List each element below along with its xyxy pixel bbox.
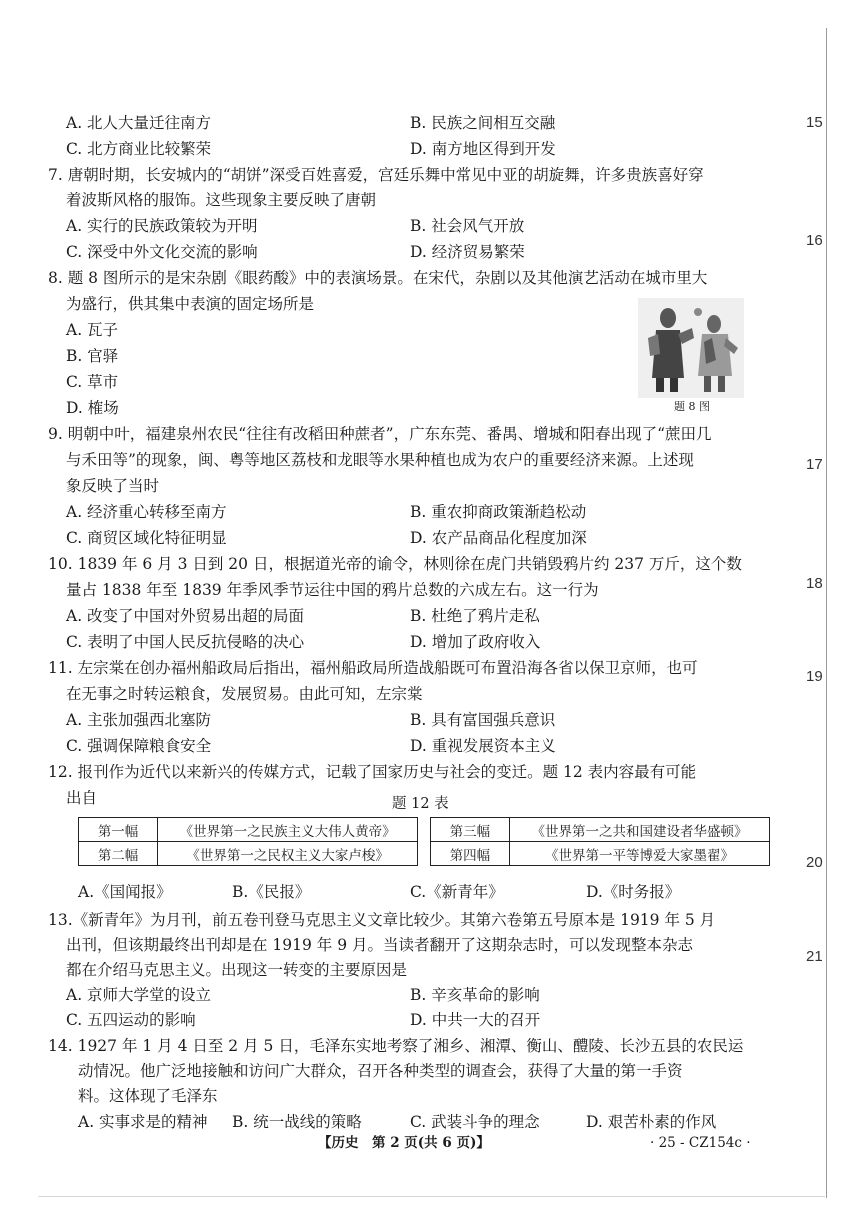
q10-option-a: A. 改变了中国对外贸易出超的局面 — [66, 607, 305, 625]
q9-stem-line1: 9. 明朝中叶，福建泉州农民“往往有改稻田种蔗者”，广东东莞、番禺、增城和阳春出现了“蔗田几 — [48, 425, 712, 443]
q12-option-a: A.《国闻报》 — [78, 883, 172, 901]
q13-stem-line2: 出刊，但该期最终出刊却是在 1919 年 9 月。当读者翻开了这期杂志时，可以发现整本杂志 — [66, 936, 694, 954]
q7-option-b: B. 社会风气开放 — [410, 217, 525, 235]
q8-option-b: B. 官驿 — [66, 347, 119, 365]
margin-number: 17 — [806, 456, 823, 473]
q14-option-c: C. 武装斗争的理念 — [410, 1113, 540, 1131]
q11-option-d: D. 重视发展资本主义 — [410, 737, 556, 755]
q13-option-d: D. 中共一大的召开 — [410, 1011, 541, 1029]
q14-option-d: D. 艰苦朴素的作风 — [586, 1113, 717, 1131]
q7-option-a: A. 实行的民族政策较为开明 — [66, 217, 258, 235]
q13-stem-line3: 都在介绍马克思主义。出现这一转变的主要原因是 — [66, 961, 408, 979]
q8-option-c: C. 草市 — [66, 373, 119, 391]
table-cell: 《世界第一之民族主义大伟人黄帝》 — [158, 818, 418, 842]
q6-option-b: B. 民族之间相互交融 — [410, 114, 556, 132]
q8-option-d: D. 榷场 — [66, 399, 119, 417]
q12-option-c: C.《新青年》 — [410, 883, 504, 901]
table-cell: 《世界第一平等博爱大家墨翟》 — [509, 842, 769, 866]
table-cell: 第四幅 — [430, 842, 509, 866]
q13-option-a: A. 京师大学堂的设立 — [66, 986, 212, 1004]
q8-stem-line2: 为盛行，供其集中表演的固定场所是 — [66, 295, 315, 313]
q9-option-b: B. 重农抑商政策渐趋松动 — [410, 503, 587, 521]
margin-number: 19 — [806, 668, 823, 685]
q13-option-c: C. 五四运动的影响 — [66, 1011, 196, 1029]
q14-option-a: A. 实事求是的精神 — [78, 1113, 208, 1131]
q9-stem-line3: 象反映了当时 — [66, 477, 160, 495]
q12-option-b: B.《民报》 — [232, 883, 311, 901]
table-cell: 《世界第一之民权主义大家卢梭》 — [158, 842, 418, 866]
margin-number: 18 — [806, 575, 823, 592]
table-cell: 第一幅 — [79, 818, 158, 842]
q7-stem-line2: 着波斯风格的服饰。这些现象主要反映了唐朝 — [66, 191, 377, 209]
q7-option-c: C. 深受中外文化交流的影响 — [66, 243, 258, 261]
q14-stem-line2: 动情况。他广泛地接触和访问广大群众，召开各种类型的调查会，获得了大量的第一手资 — [78, 1062, 683, 1080]
margin-number: 15 — [806, 114, 823, 131]
q11-option-c: C. 强调保障粮食安全 — [66, 737, 212, 755]
q9-stem-line2: 与禾田等”的现象，闽、粤等地区荔枝和龙眼等水果种植也成为农户的重要经济来源。上述现 — [66, 451, 694, 469]
footer-page-label: 【历史 第 2 页(共 6 页)】 — [318, 1135, 490, 1151]
q6-option-d: D. 南方地区得到开发 — [410, 140, 556, 158]
page-edge-line — [826, 28, 827, 1198]
q10-stem-line2: 量占 1838 年至 1839 年季风季节运往中国的鸦片总数的六成左右。这一行为 — [66, 581, 599, 599]
q10-option-b: B. 杜绝了鸦片走私 — [410, 607, 540, 625]
q6-option-c: C. 北方商业比较繁荣 — [66, 140, 212, 158]
footer-exam-code: · 25 - CZ154c · — [650, 1135, 751, 1151]
table-gap — [418, 818, 431, 842]
q11-option-b: B. 具有富国强兵意识 — [410, 711, 556, 729]
table-cell: 第三幅 — [430, 818, 509, 842]
q12-option-d: D.《时务报》 — [586, 883, 681, 901]
figure-caption: 题 8 图 — [674, 400, 710, 413]
q10-option-c: C. 表明了中国人民反抗侵略的决心 — [66, 633, 305, 651]
q10-option-d: D. 增加了政府收入 — [410, 633, 541, 651]
q12-stem-line1: 12. 报刊作为近代以来新兴的传媒方式，记载了国家历史与社会的变迁。题 12 表内容最有可能 — [48, 763, 697, 781]
margin-number: 20 — [806, 854, 823, 871]
table-row — [79, 842, 770, 866]
q14-stem-line1: 14. 1927 年 1 月 4 日至 2 月 5 日，毛泽东实地考察了湘乡、湘潭、衡山、醴陵、长沙五县的农民运 — [48, 1037, 744, 1055]
q9-option-d: D. 农产品商品化程度加深 — [410, 529, 587, 547]
q14-option-b: B. 统一战线的策略 — [232, 1113, 362, 1131]
q11-stem-line2: 在无事之时转运粮食，发展贸易。由此可知，左宗棠 — [66, 685, 423, 703]
q8-option-a: A. 瓦子 — [66, 321, 119, 339]
zaju-performance-illustration — [638, 298, 744, 398]
q6-option-a: A. 北人大量迁往南方 — [66, 114, 212, 132]
q13-stem-line1: 13.《新青年》为月刊，前五卷刊登马克思主义文章比较少。其第六卷第五号原本是 1919 年 5 月 — [48, 911, 716, 929]
table-row — [79, 818, 770, 842]
margin-number: 21 — [806, 948, 823, 965]
q11-option-a: A. 主张加强西北塞防 — [66, 711, 212, 729]
q12-stem-line2: 出自 — [66, 789, 98, 807]
q7-stem-line1: 7. 唐朝时期，长安城内的“胡饼”深受百姓喜爱，宫廷乐舞中常见中亚的胡旋舞，许多贵族喜好穿 — [48, 166, 704, 184]
q9-option-a: A. 经济重心转移至南方 — [66, 503, 227, 521]
q9-option-c: C. 商贸区域化特征明显 — [66, 529, 227, 547]
table-title: 题 12 表 — [392, 796, 449, 812]
bottom-divider — [38, 1196, 825, 1197]
table-gap — [418, 842, 431, 866]
q10-stem-line1: 10. 1839 年 6 月 3 日到 20 日，根据道光帝的谕令，林则徐在虎门共销毁鸦片约 237 万斤，这个数 — [48, 555, 742, 573]
q7-option-d: D. 经济贸易繁荣 — [410, 243, 525, 261]
q14-stem-line3: 料。这体现了毛泽东 — [78, 1087, 218, 1105]
table-cell: 《世界第一之共和国建设者华盛顿》 — [509, 818, 769, 842]
table-cell: 第二幅 — [79, 842, 158, 866]
margin-number: 16 — [806, 232, 823, 249]
q12-table — [78, 817, 770, 866]
q8-stem-line1: 8. 题 8 图所示的是宋杂剧《眼药酸》中的表演场景。在宋代，杂剧以及其他演艺活动在城市里大 — [48, 269, 708, 287]
q13-option-b: B. 辛亥革命的影响 — [410, 986, 540, 1004]
q11-stem-line1: 11. 左宗棠在创办福州船政局后指出，福州船政局所造战船既可布置沿海各省以保卫京师，也可 — [48, 659, 698, 677]
